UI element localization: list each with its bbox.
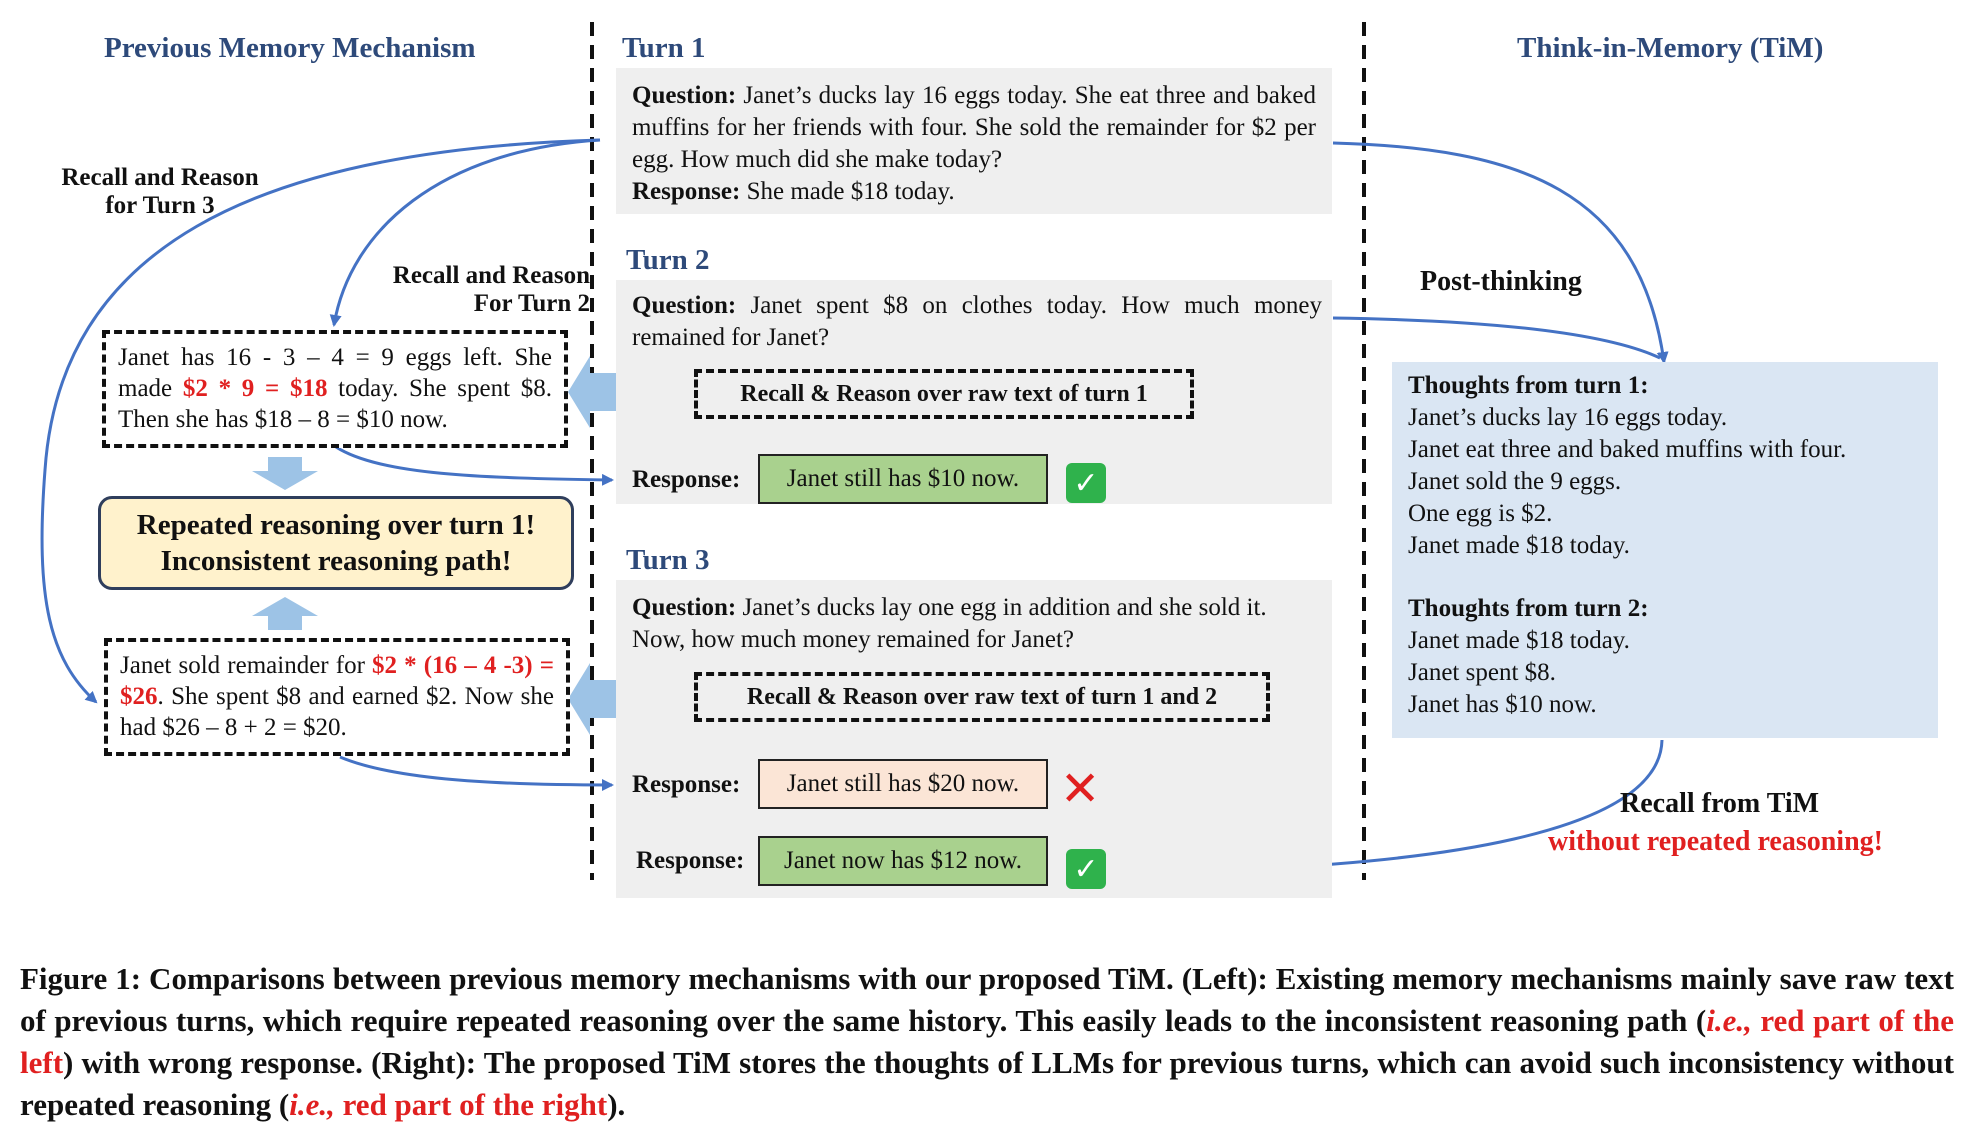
left-reasoning-box-2: Janet sold remainder for $2 * (16 – 4 -3) = $26. She spent $8 and earned $2. Now she had $26 – 8 + 2 = $20. — [104, 638, 570, 756]
cross-icon: ✕ — [1060, 761, 1101, 817]
turn3-correct-response: Janet now has $12 now. — [758, 836, 1048, 886]
tim-thought: One egg is $2. — [1408, 500, 1553, 527]
turn2-response-label: Response: — [632, 466, 741, 493]
turn2-question: Question: Janet spent $8 on clothes today. How much money remained for Janet? — [632, 292, 1322, 351]
tim-thought: Janet made $18 today. — [1408, 532, 1630, 559]
arrow-turn1-to-tim — [1333, 143, 1664, 362]
check-icon: ✓ — [1066, 463, 1106, 503]
tim-thought: Janet’s ducks lay 16 eggs today. — [1408, 404, 1728, 431]
figure-caption: Figure 1: Comparisons between previous memory mechanisms with our proposed TiM. (Left): Existing memory mechanisms mainly save raw text of previous turns, which require repeated reasoning over the same history. This easily leads to the inconsistent reasoning path (i.e., red part of the left) with wrong response. (Right): The proposed TiM stores the thoughts of LLMs for previous turns, which can avoid such inconsistency without repeated reasoning (i.e., red part of the right). — [20, 961, 1955, 1122]
turn3-response-label: Response: — [632, 771, 741, 798]
arrow-box1-to-response2 — [336, 447, 612, 480]
warning-box: Repeated reasoning over turn 1! Inconsistent reasoning path! — [98, 496, 574, 590]
turn1-title: Turn 1 — [622, 32, 706, 64]
turn3-recall-box: Recall & Reason over raw text of turn 1 and 2 — [694, 672, 1270, 722]
turn1-panel: Question: Janet’s ducks lay 16 eggs today. She eat three and baked muffins for her friends with four. She sold the remainder for $2 per egg. How much did she make today? Response: She made $18 today. — [616, 68, 1332, 214]
tim-thought: Janet has $10 now. — [1408, 691, 1597, 718]
tim-thought: Janet sold the 9 eggs. — [1408, 468, 1622, 495]
recall-tim-label: Recall from TiM — [1620, 788, 1820, 819]
tim-thought: Janet eat three and baked muffins with four. — [1408, 436, 1847, 463]
arrow-turn2-to-tim — [1333, 318, 1660, 358]
turn3-question: Question: Janet’s ducks lay one egg in addition and she sold it. Now, how much money remained for Janet? — [632, 594, 1267, 653]
post-thinking-label: Post-thinking — [1420, 266, 1582, 297]
block-arrow-icon — [252, 457, 318, 490]
turn3-response-label-2: Response: — [636, 847, 745, 874]
left-reasoning-box-1: Janet has 16 - 3 – 4 = 9 eggs left. She made $2 * 9 = $18 today. She spent $8. Then she has $18 – 8 = $10 now. — [102, 330, 568, 448]
tim-thought: Janet made $18 today. — [1408, 627, 1630, 654]
tim-thoughts-heading-1: Thoughts from turn 1: — [1408, 372, 1649, 399]
right-header: Think-in-Memory (TiM) — [1517, 32, 1824, 64]
without-repeated-label: without repeated reasoning! — [1548, 826, 1883, 857]
turn3-title: Turn 3 — [626, 544, 710, 576]
left-header: Previous Memory Mechanism — [104, 32, 476, 64]
arrow-box2-to-response3 — [340, 757, 612, 785]
tim-thoughts-panel — [1392, 362, 1938, 738]
turn3-wrong-response: Janet still has $20 now. — [758, 759, 1048, 809]
tim-thought: Janet spent $8. — [1408, 659, 1556, 686]
check-icon: ✓ — [1066, 849, 1106, 889]
turn2-title: Turn 2 — [626, 244, 710, 276]
turn2-recall-box: Recall & Reason over raw text of turn 1 — [694, 369, 1194, 419]
block-arrow-icon — [252, 597, 318, 630]
recall-turn3-label: Recall and Reason for Turn 3 — [61, 164, 259, 219]
turn2-response: Janet still has $10 now. — [758, 454, 1048, 504]
recall-turn2-label: Recall and Reason For Turn 2 — [392, 262, 590, 317]
tim-thoughts-heading-2: Thoughts from turn 2: — [1408, 595, 1649, 622]
